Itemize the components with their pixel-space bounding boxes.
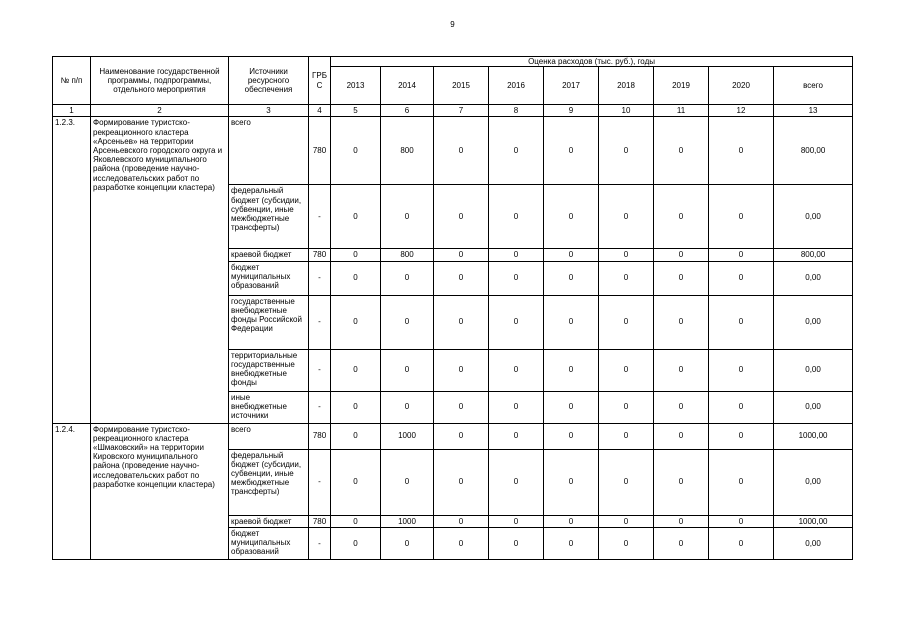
- column-number: 5: [331, 105, 381, 117]
- year-value: 0: [599, 261, 654, 295]
- year-value: 0: [489, 423, 544, 449]
- column-number: 2: [91, 105, 229, 117]
- year-value: 0: [489, 261, 544, 295]
- year-value: 0: [434, 249, 489, 261]
- year-value: 0: [331, 261, 381, 295]
- year-value: 0: [381, 295, 434, 349]
- column-number: 7: [434, 105, 489, 117]
- funding-source: бюджет муниципальных образований: [229, 527, 309, 559]
- year-value: 0: [381, 527, 434, 559]
- total-value: 0,00: [774, 391, 853, 423]
- year-value: 0: [709, 249, 774, 261]
- header-source: Источники ресурсного обеспечения: [229, 57, 309, 105]
- header-name: Наименование государственной программы, подпрограммы, отдельного мероприятия: [91, 57, 229, 105]
- page-number: 9: [450, 20, 455, 29]
- year-value: 0: [599, 185, 654, 249]
- year-value: 0: [489, 515, 544, 527]
- year-value: 800: [381, 249, 434, 261]
- header-year: 2014: [381, 67, 434, 105]
- year-value: 0: [489, 527, 544, 559]
- grbs-code: -: [309, 391, 331, 423]
- year-value: 0: [709, 423, 774, 449]
- header-year: 2013: [331, 67, 381, 105]
- item-number: 1.2.4.: [53, 423, 91, 559]
- total-value: 0,00: [774, 185, 853, 249]
- header-year: 2018: [599, 67, 654, 105]
- year-value: 0: [331, 527, 381, 559]
- year-value: 0: [599, 349, 654, 391]
- year-value: 0: [381, 185, 434, 249]
- item-name: Формирование туристско-рекреационного кластера «Шмаковский» на территории Кировского муниципального района (проведение научно-исследовательских работ по разработке концепции кластера): [91, 423, 229, 559]
- column-number: 12: [709, 105, 774, 117]
- year-value: 0: [331, 295, 381, 349]
- year-value: 0: [434, 261, 489, 295]
- year-value: 0: [381, 261, 434, 295]
- grbs-code: 780: [309, 249, 331, 261]
- grbs-code: -: [309, 349, 331, 391]
- header-total: всего: [774, 67, 853, 105]
- year-value: 0: [544, 527, 599, 559]
- funding-source: иные внебюджетные источники: [229, 391, 309, 423]
- funding-source: территориальные государственные внебюджетные фонды: [229, 349, 309, 391]
- grbs-code: -: [309, 527, 331, 559]
- year-value: 0: [654, 261, 709, 295]
- year-value: 0: [381, 449, 434, 515]
- table-body: [53, 117, 853, 559]
- year-value: 0: [654, 391, 709, 423]
- year-value: 0: [544, 249, 599, 261]
- year-value: 0: [654, 349, 709, 391]
- year-value: 0: [654, 117, 709, 185]
- year-value: 0: [331, 391, 381, 423]
- year-value: 0: [331, 515, 381, 527]
- column-number: 6: [381, 105, 434, 117]
- total-value: 0,00: [774, 295, 853, 349]
- table-row: [53, 423, 853, 449]
- grbs-code: -: [309, 185, 331, 249]
- funding-source: всего: [229, 423, 309, 449]
- funding-source: федеральный бюджет (субсидии, субвенции, иные межбюджетные трансферты): [229, 449, 309, 515]
- year-value: 0: [434, 515, 489, 527]
- table-row: [53, 117, 853, 185]
- year-value: 0: [331, 185, 381, 249]
- item-name: Формирование туристско-рекреационного кластера «Арсеньев» на территории Арсеньевского городского округа и Яковлевского муниципального района (проведение научно-исследовательских работ по разработке концепции кластера): [91, 117, 229, 423]
- total-value: 0,00: [774, 261, 853, 295]
- funding-source: государственные внебюджетные фонды Российской Федерации: [229, 295, 309, 349]
- total-value: 0,00: [774, 349, 853, 391]
- funding-source: краевой бюджет: [229, 249, 309, 261]
- column-number: 10: [599, 105, 654, 117]
- column-number: 8: [489, 105, 544, 117]
- column-number: 13: [774, 105, 853, 117]
- header-year: 2019: [654, 67, 709, 105]
- year-value: 0: [434, 449, 489, 515]
- year-value: 0: [489, 349, 544, 391]
- year-value: 0: [331, 349, 381, 391]
- funding-source: бюджет муниципальных образований: [229, 261, 309, 295]
- year-value: 0: [599, 423, 654, 449]
- total-value: 800,00: [774, 117, 853, 185]
- grbs-code: 780: [309, 423, 331, 449]
- year-value: 0: [331, 449, 381, 515]
- year-value: 0: [599, 249, 654, 261]
- header-number: № п/п: [53, 57, 91, 105]
- year-value: 0: [544, 423, 599, 449]
- year-value: 0: [331, 117, 381, 185]
- year-value: 0: [709, 515, 774, 527]
- column-number: 11: [654, 105, 709, 117]
- year-value: 0: [654, 249, 709, 261]
- year-value: 0: [709, 527, 774, 559]
- year-value: 1000: [381, 423, 434, 449]
- year-value: 0: [544, 295, 599, 349]
- year-value: 0: [599, 391, 654, 423]
- funding-source: федеральный бюджет (субсидии, субвенции, иные межбюджетные трансферты): [229, 185, 309, 249]
- year-value: 0: [489, 391, 544, 423]
- grbs-code: -: [309, 449, 331, 515]
- year-value: 0: [709, 185, 774, 249]
- grbs-code: 780: [309, 515, 331, 527]
- header-year: 2016: [489, 67, 544, 105]
- year-value: 0: [544, 391, 599, 423]
- total-value: 800,00: [774, 249, 853, 261]
- year-value: 0: [489, 449, 544, 515]
- year-value: 0: [544, 185, 599, 249]
- total-value: 0,00: [774, 527, 853, 559]
- total-value: 1000,00: [774, 423, 853, 449]
- year-value: 0: [544, 449, 599, 515]
- year-value: 0: [654, 295, 709, 349]
- column-number: 4: [309, 105, 331, 117]
- grbs-code: -: [309, 261, 331, 295]
- grbs-code: -: [309, 295, 331, 349]
- year-value: 0: [434, 117, 489, 185]
- year-value: 800: [381, 117, 434, 185]
- year-value: 0: [709, 117, 774, 185]
- year-value: 0: [709, 449, 774, 515]
- budget-table: [52, 56, 853, 560]
- year-value: 0: [654, 527, 709, 559]
- year-value: 0: [544, 349, 599, 391]
- year-value: 0: [489, 295, 544, 349]
- year-value: 0: [434, 527, 489, 559]
- year-value: 0: [331, 249, 381, 261]
- year-value: 1000: [381, 515, 434, 527]
- header-year: 2015: [434, 67, 489, 105]
- column-number: 3: [229, 105, 309, 117]
- year-value: 0: [654, 449, 709, 515]
- year-value: 0: [599, 295, 654, 349]
- total-value: 0,00: [774, 449, 853, 515]
- year-value: 0: [331, 423, 381, 449]
- funding-source: всего: [229, 117, 309, 185]
- year-value: 0: [709, 349, 774, 391]
- item-number: 1.2.3.: [53, 117, 91, 423]
- year-value: 0: [599, 117, 654, 185]
- year-value: 0: [544, 515, 599, 527]
- funding-source: краевой бюджет: [229, 515, 309, 527]
- year-value: 0: [434, 391, 489, 423]
- year-value: 0: [599, 515, 654, 527]
- header-year: 2017: [544, 67, 599, 105]
- year-value: 0: [654, 515, 709, 527]
- header-year: 2020: [709, 67, 774, 105]
- year-value: 0: [654, 185, 709, 249]
- year-value: 0: [599, 449, 654, 515]
- year-value: 0: [381, 349, 434, 391]
- table-header: [53, 57, 853, 117]
- year-value: 0: [709, 391, 774, 423]
- header-grbs: ГРБ С: [309, 57, 331, 105]
- year-value: 0: [654, 423, 709, 449]
- year-value: 0: [709, 295, 774, 349]
- year-value: 0: [544, 117, 599, 185]
- column-number: 1: [53, 105, 91, 117]
- year-value: 0: [434, 185, 489, 249]
- year-value: 0: [544, 261, 599, 295]
- year-value: 0: [434, 349, 489, 391]
- year-value: 0: [489, 249, 544, 261]
- year-value: 0: [709, 261, 774, 295]
- year-value: 0: [381, 391, 434, 423]
- year-value: 0: [599, 527, 654, 559]
- year-value: 0: [489, 185, 544, 249]
- total-value: 1000,00: [774, 515, 853, 527]
- year-value: 0: [434, 295, 489, 349]
- year-value: 0: [434, 423, 489, 449]
- grbs-code: 780: [309, 117, 331, 185]
- year-value: 0: [489, 117, 544, 185]
- header-estimate: Оценка расходов (тыс. руб.), годы: [331, 57, 853, 67]
- column-number: 9: [544, 105, 599, 117]
- column-numbers-row: [53, 105, 853, 117]
